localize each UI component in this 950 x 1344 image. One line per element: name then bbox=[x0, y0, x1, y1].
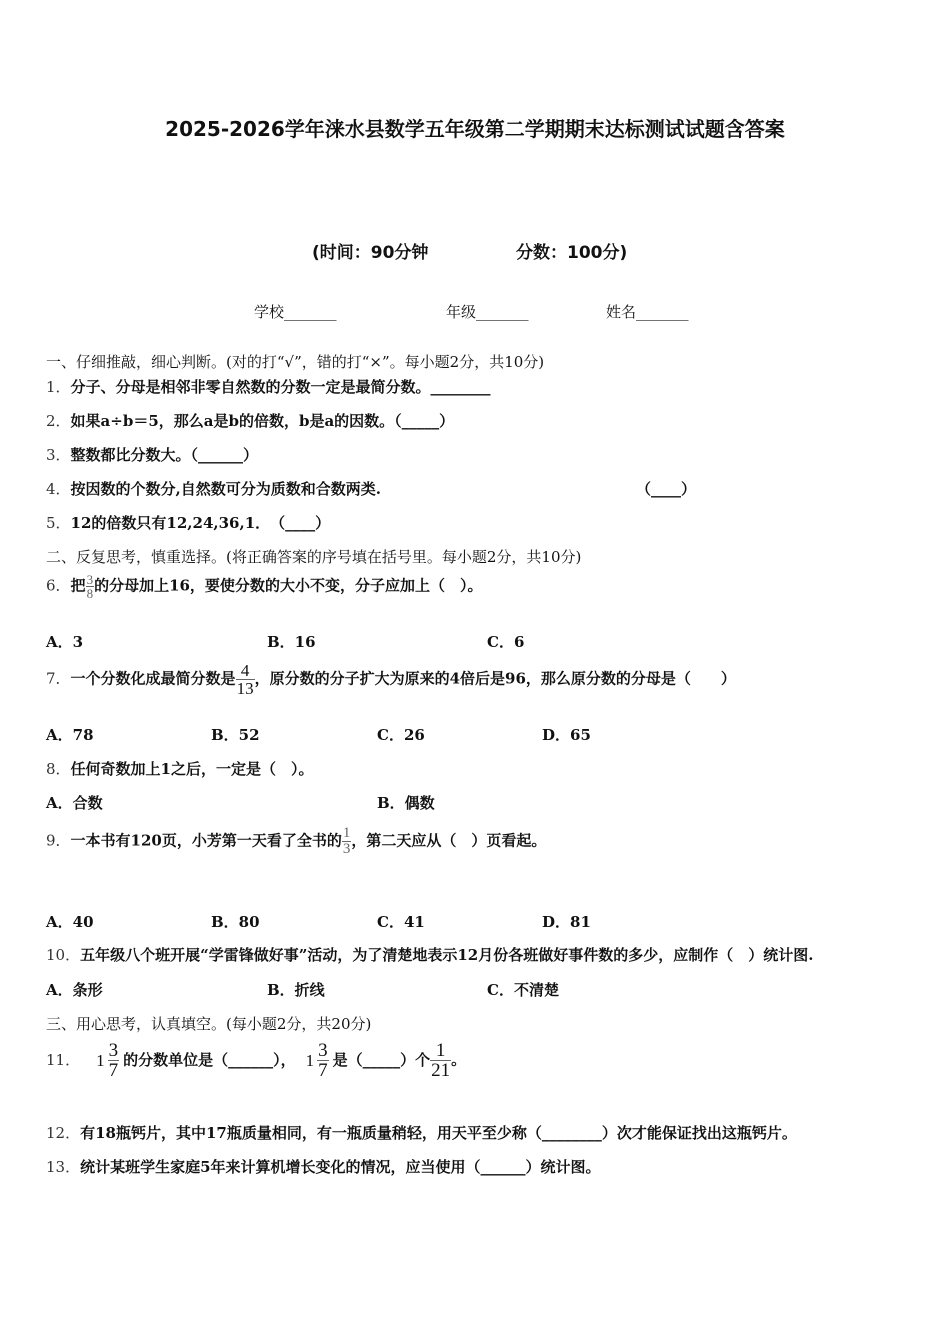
question-text-post: 的分母加上16，要使分数的大小不变，分子应加上（ ）。 bbox=[94, 576, 483, 595]
option-c: C．不清楚 bbox=[487, 981, 559, 999]
question-text: 是（_____）个 bbox=[332, 1050, 431, 1069]
fraction bbox=[317, 1041, 329, 1080]
question-5 bbox=[46, 512, 330, 533]
question-number: 8． bbox=[46, 760, 71, 778]
question-number: 1． bbox=[46, 378, 71, 396]
section-2-heading: 二、反复思考，慎重选择。(将正确答案的序号填在括号里。每小题2分，共10分) bbox=[46, 548, 582, 566]
fraction-numerator: 3 bbox=[318, 1040, 328, 1061]
question-13 bbox=[46, 1156, 601, 1177]
fraction-numerator: 1 bbox=[435, 1040, 446, 1061]
question-number: 2． bbox=[46, 412, 71, 430]
question-10 bbox=[46, 944, 813, 965]
question-6 bbox=[46, 573, 482, 600]
school-field: 学校_______ bbox=[254, 303, 337, 321]
option-a: A．78 bbox=[46, 726, 94, 744]
question-text: 有18瓶钙片，其中17瓶质量相同，有一瓶质量稍轻，用天平至少称（________）次才能保证找出这瓶钙片。 bbox=[80, 1124, 797, 1142]
option-b: B．52 bbox=[211, 726, 260, 744]
question-number: 12． bbox=[46, 1124, 81, 1142]
question-number: 5． bbox=[46, 514, 71, 532]
question-number: 6． bbox=[46, 576, 71, 595]
question-number: 13． bbox=[46, 1158, 81, 1176]
exam-time: (时间：90分钟 bbox=[312, 243, 429, 263]
question-9 bbox=[46, 826, 546, 857]
fraction-denominator: 21 bbox=[431, 1060, 451, 1081]
question-number: 11． bbox=[46, 1050, 81, 1069]
option-c: C．6 bbox=[487, 633, 525, 651]
question-number: 10． bbox=[46, 946, 81, 964]
question-text: 12的倍数只有12,24,36,1． （____） bbox=[70, 514, 331, 532]
question-text: 统计某班学生家庭5年来计算机增长变化的情况，应当使用（______）统计图。 bbox=[80, 1158, 601, 1176]
question-3 bbox=[46, 444, 258, 465]
question-number: 4． bbox=[46, 480, 71, 498]
section-3-heading: 三、用心思考，认真填空。(每小题2分，共20分) bbox=[46, 1015, 372, 1033]
option-d: D．65 bbox=[542, 726, 591, 744]
question-1 bbox=[46, 376, 491, 397]
fraction-denominator: 7 bbox=[108, 1060, 119, 1081]
question-text-pre: 把 bbox=[70, 576, 86, 595]
question-number: 7． bbox=[46, 669, 71, 688]
page-title: 2025-2026学年涞水县数学五年级第二学期期末达标测试试题含答案 bbox=[165, 117, 785, 141]
question-text-post: ，原分数的分子扩大为原来的4倍后是96，那么原分数的分母是（ ） bbox=[254, 669, 736, 688]
option-b: B．16 bbox=[267, 633, 316, 651]
name-field: 姓名_______ bbox=[606, 303, 689, 321]
question-text: 整数都比分数大。（______） bbox=[70, 446, 259, 464]
option-b: B．折线 bbox=[267, 981, 325, 999]
option-c: C．41 bbox=[377, 913, 425, 931]
question-text-pre: 一个分数化成最简分数是 bbox=[70, 669, 236, 688]
fraction-numerator: 3 bbox=[86, 572, 94, 587]
mixed-whole: 1 bbox=[96, 1050, 105, 1070]
option-b: B．偶数 bbox=[377, 794, 435, 812]
question-12 bbox=[46, 1122, 797, 1143]
option-a: A．3 bbox=[46, 633, 84, 651]
question-number: 9． bbox=[46, 831, 71, 850]
option-a: A．条形 bbox=[46, 981, 103, 999]
fraction-denominator: 3 bbox=[342, 841, 351, 857]
question-text-post: ，第二天应从（ ）页看起。 bbox=[351, 831, 547, 850]
fraction bbox=[430, 1041, 451, 1080]
fraction bbox=[108, 1041, 120, 1080]
option-d: D．81 bbox=[542, 913, 591, 931]
question-text: 的分数单位是（______）， bbox=[123, 1050, 296, 1069]
exam-score: 分数：100分) bbox=[516, 243, 628, 263]
option-c: C．26 bbox=[377, 726, 425, 744]
question-text: 。 bbox=[451, 1050, 467, 1069]
question-text: 任何奇数加上1之后，一定是（ ）。 bbox=[70, 760, 314, 778]
section-1-heading: 一、仔细推敲，细心判断。(对的打“√”，错的打“×”。每小题2分，共10分) bbox=[46, 353, 545, 371]
fraction bbox=[236, 662, 255, 697]
fraction-numerator: 1 bbox=[342, 825, 351, 841]
fraction bbox=[342, 826, 352, 857]
fraction-numerator: 4 bbox=[240, 661, 250, 680]
fraction bbox=[86, 573, 95, 600]
question-text: 分子、分母是相邻非零自然数的分数一定是最简分数。________ bbox=[70, 378, 491, 396]
grade-field: 年级_______ bbox=[446, 303, 529, 321]
fraction-numerator: 3 bbox=[108, 1040, 119, 1061]
question-2 bbox=[46, 410, 454, 431]
question-number: 3． bbox=[46, 446, 71, 464]
option-a: A．40 bbox=[46, 913, 94, 931]
question-4-blank: （____） bbox=[636, 480, 697, 498]
fraction-denominator: 7 bbox=[318, 1060, 328, 1081]
fraction-denominator: 13 bbox=[236, 679, 254, 698]
question-4 bbox=[46, 478, 381, 499]
option-a: A．合数 bbox=[46, 794, 103, 812]
question-7 bbox=[46, 662, 736, 697]
option-b: B．80 bbox=[211, 913, 260, 931]
mixed-whole: 1 bbox=[305, 1050, 315, 1070]
question-text: 如果a÷b＝5，那么a是b的倍数，b是a的因数。（_____） bbox=[70, 412, 455, 430]
question-8 bbox=[46, 758, 314, 779]
question-text: 五年级八个班开展“学雷锋做好事”活动，为了清楚地表示12月份各班做好事件数的多少，应制作（ ）统计图. bbox=[80, 946, 814, 964]
fraction-denominator: 8 bbox=[86, 586, 94, 601]
question-text-pre: 一本书有120页，小芳第一天看了全书的 bbox=[70, 831, 342, 850]
question-11 bbox=[46, 1041, 466, 1080]
question-text: 按因数的个数分,自然数可分为质数和合数两类. bbox=[70, 480, 381, 498]
